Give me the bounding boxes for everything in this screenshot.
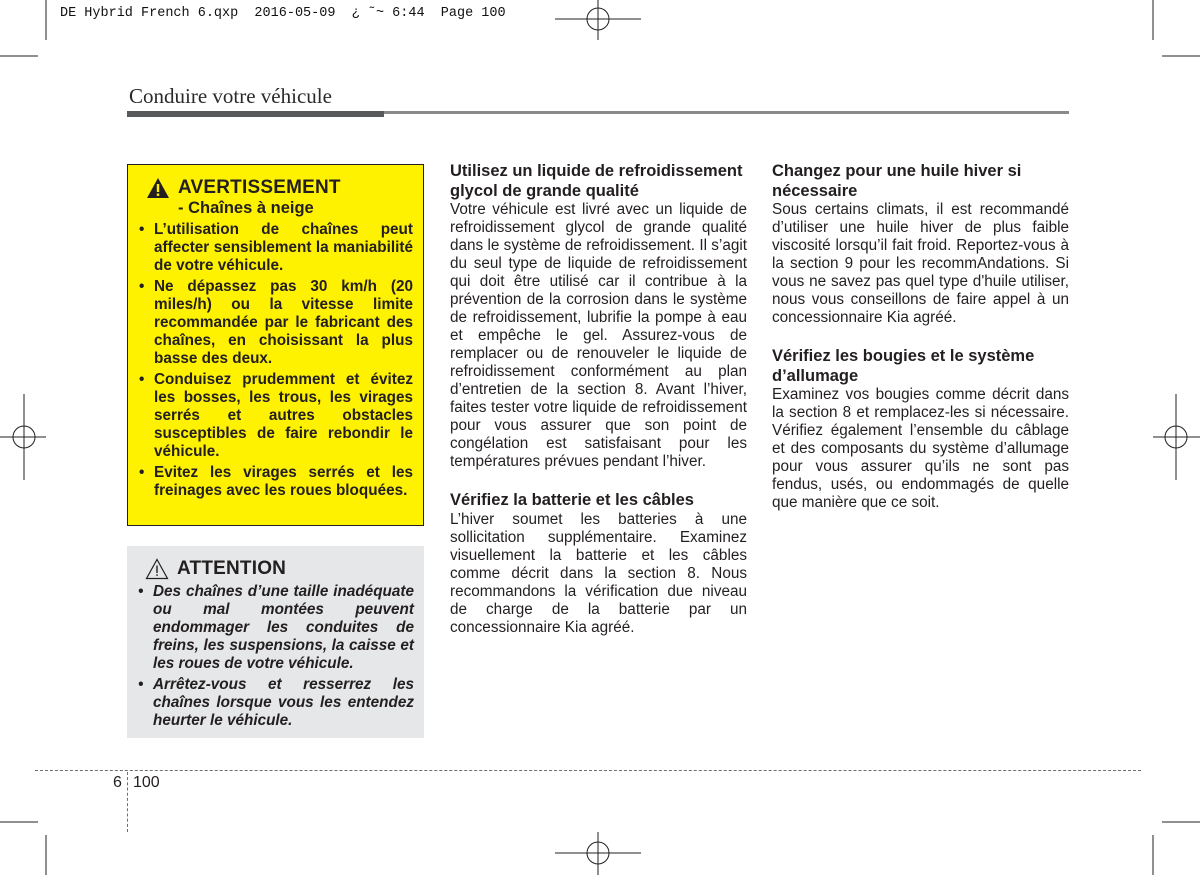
oil-body: Sous certains climats, il est recommandé d’utiliser une huile hiver de plus faible viscosité lorsqu’il fait froid. Reportez-vous à la section 9 pour les recommAndations. Si vous ne savez pas quel type d'huile utiliser, nous vous conseillons de faire appel à un concessionnaire Kia agréé. [772, 201, 1069, 326]
caution-box [127, 546, 424, 738]
column-middle [450, 162, 747, 637]
warning-list [138, 221, 413, 500]
oil-heading: Changez pour une huile hiver si nécessaire [772, 162, 1022, 200]
page-number: 100 [133, 774, 160, 791]
section-title: Conduire votre véhicule [129, 84, 332, 108]
caution-triangle-icon [145, 558, 169, 580]
list-item: • Des chaînes d’une taille inadéquate ou mal montées peuvent endommager les conduites de freins, les suspensions, la caisse et les roues de votre véhicule. [137, 583, 414, 673]
caution-heading: ATTENTION [177, 558, 287, 579]
list-item: • Evitez les virages serrés et les freinages avec les roues bloquées. [138, 464, 413, 500]
battery-heading: Vérifiez la batterie et les câbles [450, 491, 694, 509]
coolant-heading: Utilisez un liquide de refroidissement glycol de grande qualité [450, 162, 743, 200]
footer-rule [35, 770, 1141, 771]
list-item: • Ne dépassez pas 30 km/h (20 miles/h) ou la vitesse limite recommandée par le fabricant des chaînes, en choisissant la plus basse des deux. [138, 278, 413, 368]
print-slug: DE Hybrid French 6.qxp 2016-05-09 ¿ ˜~ 6:44 Page 100 [60, 6, 506, 21]
spark-plugs-body: Examinez vos bougies comme décrit dans la section 8 et remplacez-les si nécessaire. Vérifiez également l’ensemble du câblage et des composants du système d’allumage pour vous assurer qu’ils ne sont pas fendus, usés, ou endommagés de quelle que manière que ce soit. [772, 386, 1069, 511]
coolant-body: Votre véhicule est livré avec un liquide de refroidissement glycol de grande qualité dans le système de refroidissement. Il s’agit du seul type de liquide de refroidissement qui doit être utilisé car il contribue à la prévention de la corrosion dans le système de refroidissement, lubrifie la pompe à eau et empêche le gel. Assurez-vous de remplacer ou de renouveler le liquide de refroidissement conformément au plan d’entretien de la section 8. Avant l’hiver, faites tester votre liquide de refroidissement pour vous assurer que son point de congélation est satisfaisant pour les températures prévues pendant l’hiver. [450, 201, 747, 470]
column-right [772, 162, 1069, 512]
warning-subheading: - Chaînes à neige [178, 199, 314, 217]
battery-body: L’hiver soumet les batteries à une sollicitation supplémentaire. Examinez visuellement la batterie et les câbles comme décrit dans la section 8. Nous recommandons la vérification due niveau de charge de la batterie par un concessionnaire Kia agréé. [450, 510, 747, 636]
warning-box [127, 164, 424, 526]
warning-triangle-icon [146, 177, 170, 199]
spark-plugs-heading: Vérifiez les bougies et le système d’allumage [772, 347, 1035, 385]
caution-list [137, 583, 414, 730]
title-rule-accent [127, 111, 384, 117]
list-item: • Conduisez prudemment et évitez les bosses, les trous, les virages serrés et autres obstacles susceptibles de faire rebondir le véhicule. [138, 371, 413, 461]
list-item: • L’utilisation de chaînes peut affecter sensiblement la maniabilité de votre véhicule. [138, 221, 413, 275]
warning-heading: AVERTISSEMENT [178, 177, 341, 198]
footer-divider [127, 772, 128, 832]
list-item: • Arrêtez-vous et resserrez les chaînes lorsque vous les entendez heurter le véhicule. [137, 676, 414, 730]
chapter-number: 6 [113, 774, 122, 791]
